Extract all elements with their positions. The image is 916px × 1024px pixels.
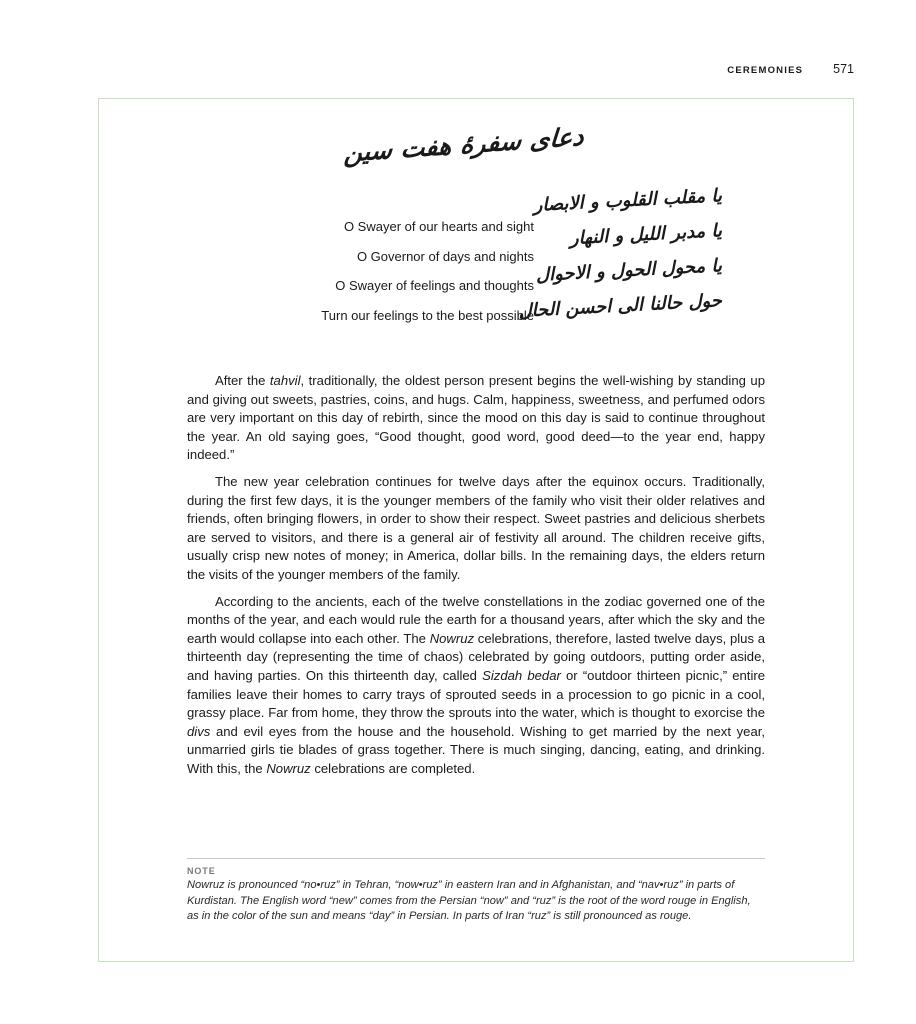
paragraph-1: After the tahvil, traditionally, the oldest person present begins the well-wishing by standing up and giving out sweets, pastries, coins, and hugs. Calm, happiness, sweetness, and perfumed odors are very important on this day of rebirth, since the mood on this day is said to continue throughout the year. An old saying goes, “Good thought, good word, good deed—to the year end, happy indeed.” [187,373,765,463]
prayer-line: O Swayer of feelings and thoughts [335,278,534,293]
running-head [727,62,854,76]
term-divs: divs [187,723,211,739]
persian-line: یا محول الحول و الاحوال [535,255,723,286]
persian-line: یا مقلب القلوب و الابصار [533,185,723,217]
note-label: NOTE [187,866,216,876]
term-nowruz: Nowruz [429,630,475,646]
note-text: Nowruz is pronounced “no•ruz” in Tehran, “now•ruz” in eastern Iran and in Afghanistan, and “nav•ruz” in parts of Kurdistan. The English word “new” comes from the Persian “now” and “ruz” is the root of the word rouge in English, as in the color of the sun and means “day” in Persian. In parts of Iran “ruz” is still pronounced as rouge. [187,879,751,923]
term-sizdah-bedar: Sizdah bedar [482,667,561,683]
section-name: CEREMONIES [727,65,804,76]
note-divider [187,858,765,859]
term-nowruz: Nowruz [266,760,311,776]
prayer-english [290,212,534,330]
persian-line: یا مدبر اللیل و النهار [569,220,723,250]
persian-line: حول حالنا الی احسن الحال [517,290,723,322]
prayer-line: O Governor of days and nights [356,248,534,264]
term-tahvil: tahvil [269,373,301,388]
prayer-persian-calligraphy [517,183,723,323]
note-box [187,858,765,925]
body-text [187,372,765,786]
paragraph-3: According to the ancients, each of the twelve constellations in the zodiac governed one of the months of the year, and each would rule the earth for a thousand years, after which the sky and the earth would collapse into each other. The Nowruz celebrations, therefore, lasted twelve days, plus a thirteenth day (representing the time of chaos) celebrated by going outdoors, putting order aside, and having parties. On this thirteenth day, called Sizdah bedar or “outdoor thirteen picnic,” entire families leave their homes to carry trays of sprouted seeds in a procession to go picnic in a cool, grassy place. Far from home, they throw the sprouts into the water, which is thought to exorcise the divs and evil eyes from the house and the household. Wishing to get married by the next year, unmarried girls tie blades of grass together. There is much singing, dancing, eating, and drinking. With this, the Nowruz celebrations are completed. [187,593,766,776]
prayer-line: O Swayer of our hearts and sight [343,219,534,234]
paragraph-2: The new year celebration continues for twelve days after the equinox occurs. Traditionally, during the first few days, it is the younger members of the family who visit their older relatives and friends, often bringing flowers, in order to show their respect. Sweet pastries and delicious sherbets are served to visitors, and there is a general air of festivity all around. The children receive gifts, usually crisp new notes of money; in America, dollar bills. In the remaining days, the elders return the visits of the younger members of the family. [187,473,765,582]
calligraphy-title: دعای سفرهٔ هفت سین [343,121,585,168]
prayer-line: Turn our feelings to the best possible [321,307,534,323]
page-number: 571 [833,62,854,76]
